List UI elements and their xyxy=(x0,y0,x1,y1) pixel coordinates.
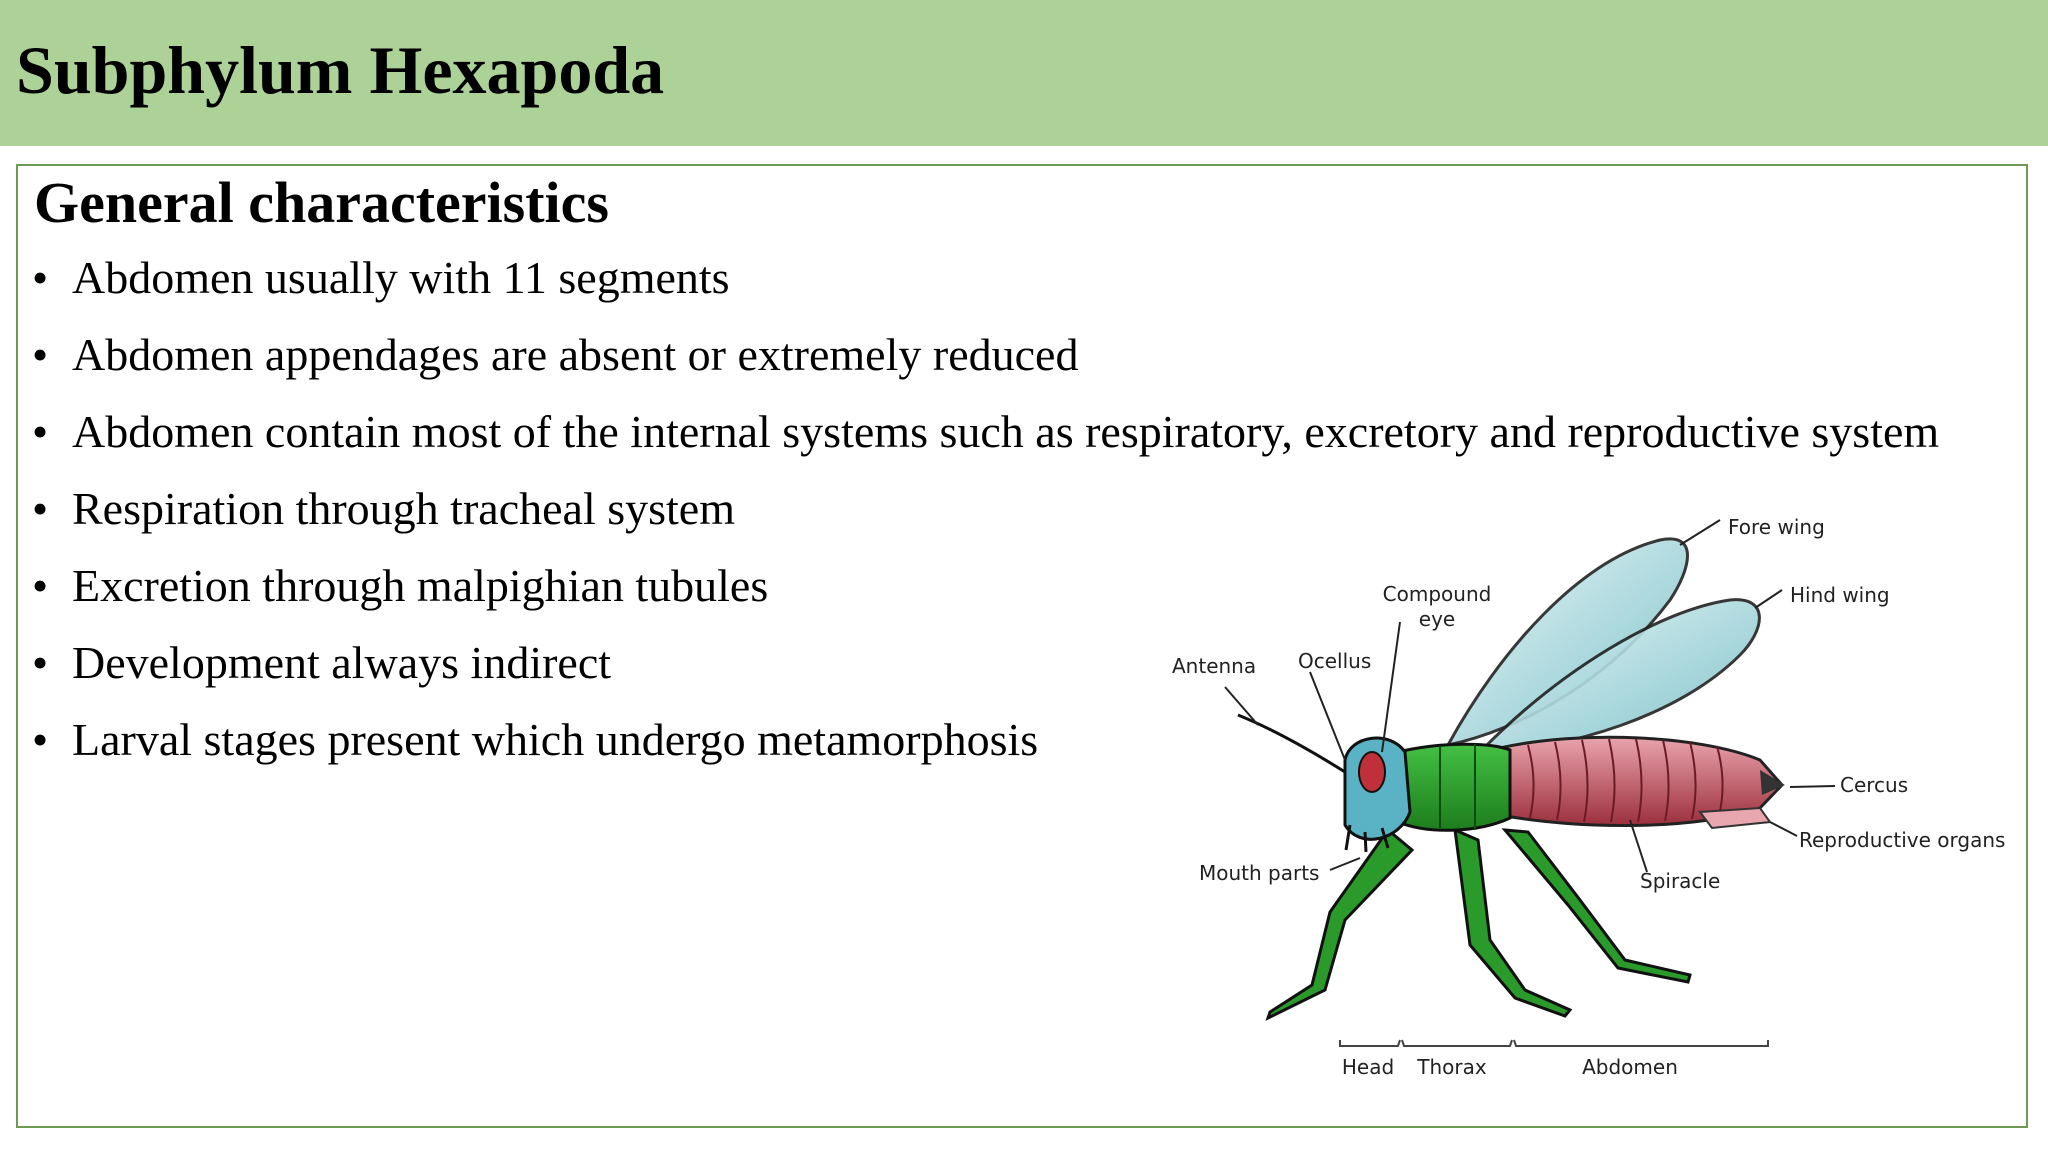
label-hind-wing: Hind wing xyxy=(1790,583,1890,607)
insect-diagram xyxy=(1160,500,2020,1100)
bullet-dot: • xyxy=(32,714,49,765)
label-abdomen: Abdomen xyxy=(1582,1055,1678,1079)
label-cercus: Cercus xyxy=(1840,773,1909,797)
label-reproductive-organs: Reproductive organs xyxy=(1799,828,2006,852)
bullet-item xyxy=(32,404,2022,459)
bullet-text: Larval stages present which undergo metamorphosis xyxy=(72,714,1039,765)
thorax-shape xyxy=(1398,744,1510,830)
bullet-dot: • xyxy=(32,406,49,457)
label-head: Head xyxy=(1341,1055,1395,1079)
bullet-text: Abdomen contain most of the internal systems such as respiratory, excretory and reproductive system xyxy=(72,406,1940,457)
legs xyxy=(1268,830,1690,1018)
label-spiracle: Spiracle xyxy=(1640,869,1721,893)
bullet-dot: • xyxy=(32,252,49,303)
slide-title: Subphylum Hexapoda xyxy=(16,32,665,108)
section-heading: General characteristics xyxy=(34,170,609,235)
bullet-text: Excretion through malpighian tubules xyxy=(72,560,769,611)
bullet-item xyxy=(32,327,2022,382)
label-compound-eye-2: eye xyxy=(1418,607,1456,631)
bullet-text: Abdomen appendages are absent or extremely reduced xyxy=(72,329,1079,380)
reproductive-organ-shape xyxy=(1700,808,1770,828)
bullet-dot: • xyxy=(32,329,49,380)
bullet-text: Abdomen usually with 11 segments xyxy=(72,252,730,303)
bullet-item xyxy=(32,250,2022,305)
compound-eye-shape xyxy=(1359,752,1385,792)
label-thorax: Thorax xyxy=(1417,1055,1487,1079)
bullet-text: Respiration through tracheal system xyxy=(72,483,736,534)
bullet-dot: • xyxy=(32,560,49,611)
label-ocellus: Ocellus xyxy=(1298,649,1372,673)
label-mouth-parts: Mouth parts xyxy=(1199,861,1320,885)
bullet-text: Development always indirect xyxy=(72,637,612,688)
section-brackets xyxy=(1340,1040,1768,1046)
label-compound-eye: Compound xyxy=(1382,582,1492,606)
antenna-shape xyxy=(1238,715,1345,772)
label-fore-wing: Fore wing xyxy=(1728,515,1825,539)
bullet-dot: • xyxy=(32,637,49,688)
label-antenna: Antenna xyxy=(1172,654,1257,678)
bullet-dot: • xyxy=(32,483,49,534)
